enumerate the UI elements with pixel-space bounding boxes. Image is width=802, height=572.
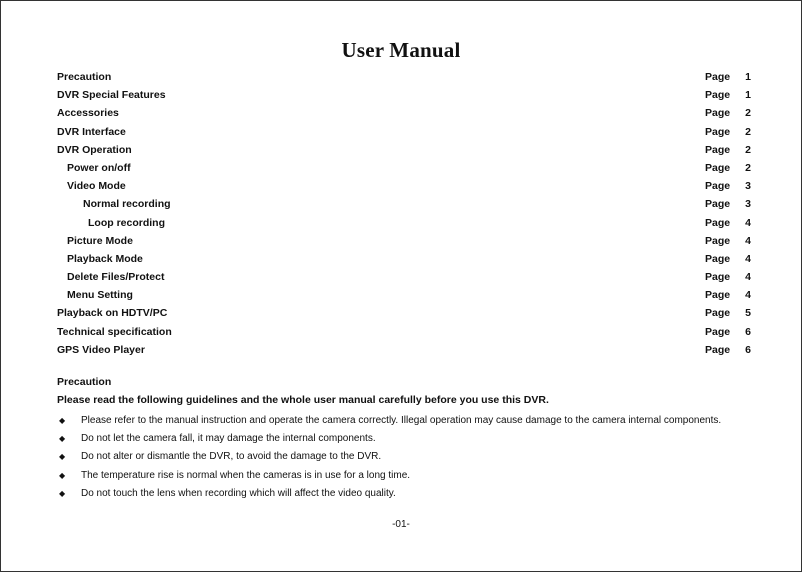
toc-entry-page-word: Page [705, 289, 731, 302]
bullet-diamond-icon: ◆ [59, 416, 66, 425]
toc-entry [57, 123, 757, 141]
toc-entry-page-number: 4 [745, 252, 751, 265]
toc-entry-page-word: Page [705, 325, 731, 338]
toc-entry-page-number: 1 [745, 89, 751, 102]
toc-entry-page-number: 5 [745, 307, 751, 320]
page-number: -01- [392, 519, 410, 530]
toc-entry-page-number: 6 [745, 325, 751, 338]
list-item [57, 467, 777, 485]
toc-entry-label: DVR Interface [57, 125, 126, 138]
toc-entry-page-word: Page [705, 216, 731, 229]
precaution-list [57, 412, 777, 503]
toc-entry-label: Picture Mode [67, 234, 133, 247]
toc-entry-page-number: 4 [745, 216, 751, 229]
list-item [57, 412, 777, 430]
toc-entry [57, 232, 757, 250]
toc-entry-page-word: Page [705, 343, 731, 356]
toc-entry-page-word: Page [705, 161, 731, 174]
toc-entry-label: Playback on HDTV/PC [57, 307, 168, 320]
toc-entry-label: GPS Video Player [57, 343, 145, 356]
toc-entry [57, 104, 757, 122]
toc-entry-label: Precaution [57, 71, 112, 83]
toc-entry-page-number: 4 [745, 271, 751, 284]
precaution-heading: Precaution [57, 376, 112, 388]
list-item [57, 485, 777, 503]
list-item-text: The temperature rise is normal when the cameras is in use for a long time. [81, 469, 411, 481]
list-item-text: Do not let the camera fall, it may damage the internal components. [81, 433, 376, 445]
toc-entry-page-word: Page [705, 180, 731, 193]
toc-entry [57, 195, 757, 213]
toc-entry-page-number: 4 [745, 289, 751, 302]
toc-entry-page-number: 2 [745, 161, 751, 174]
list-item [57, 448, 777, 466]
list-item-text: Do not touch the lens when recording which will affect the video quality. [81, 487, 396, 499]
toc-entry [57, 141, 757, 159]
toc-entry-label: Accessories [57, 107, 119, 120]
table-of-contents [57, 68, 757, 359]
toc-entry [57, 341, 757, 359]
toc-entry-label: DVR Special Features [57, 89, 166, 102]
toc-entry-label: Technical specification [57, 325, 172, 338]
toc-entry-label: Power on/off [67, 161, 131, 174]
list-item [57, 430, 777, 448]
toc-entry-page-number: 4 [745, 234, 751, 247]
toc-entry [57, 304, 757, 322]
toc-entry [57, 159, 757, 177]
toc-entry-label: Normal recording [83, 198, 171, 211]
toc-entry [57, 214, 757, 232]
toc-entry [57, 177, 757, 195]
toc-entry-label: DVR Operation [57, 143, 132, 156]
toc-entry-page-word: Page [705, 125, 731, 138]
bullet-diamond-icon: ◆ [59, 470, 66, 480]
toc-entry-page-word: Page [705, 71, 731, 83]
toc-entry-page-word: Page [705, 234, 731, 247]
toc-entry-page-word: Page [705, 89, 731, 102]
toc-entry-page-word: Page [705, 252, 731, 265]
toc-entry-page-word: Page [705, 307, 731, 320]
toc-entry-label: Loop recording [88, 216, 165, 229]
toc-entry-page-word: Page [705, 107, 731, 120]
toc-entry [57, 86, 757, 104]
toc-entry-label: Video Mode [67, 180, 126, 193]
toc-entry-page-number: 3 [745, 198, 751, 211]
toc-entry [57, 323, 757, 341]
toc-entry-page-number: 2 [745, 107, 751, 120]
toc-entry-page-number: 3 [745, 180, 751, 193]
toc-entry-page-number: 1 [745, 71, 751, 83]
toc-entry [57, 250, 757, 268]
bullet-diamond-icon: ◆ [59, 452, 66, 462]
list-item-text: Do not alter or dismantle the DVR, to avoid the damage to the DVR. [81, 451, 382, 463]
toc-entry [57, 68, 757, 86]
toc-entry-page-word: Page [705, 198, 731, 211]
toc-entry-page-number: 2 [745, 143, 751, 156]
precaution-intro: Please read the following guidelines and the whole user manual carefully before you use this DVR. [57, 394, 549, 406]
toc-entry-label: Playback Mode [67, 252, 143, 265]
bullet-diamond-icon: ◆ [59, 488, 66, 498]
bullet-diamond-icon: ◆ [59, 434, 66, 444]
toc-entry-page-number: 2 [745, 125, 751, 138]
toc-entry-page-number: 6 [745, 343, 751, 356]
toc-entry-page-word: Page [705, 271, 731, 284]
toc-entry-page-word: Page [705, 143, 731, 156]
toc-entry [57, 268, 757, 286]
toc-entry [57, 286, 757, 304]
toc-entry-label: Delete Files/Protect [67, 271, 165, 284]
list-item-text: Please refer to the manual instruction and operate the camera correctly. Illegal operation may cause damage to the camera internal components. [81, 415, 722, 426]
page-title: User Manual [341, 38, 461, 62]
toc-entry-label: Menu Setting [67, 289, 133, 302]
